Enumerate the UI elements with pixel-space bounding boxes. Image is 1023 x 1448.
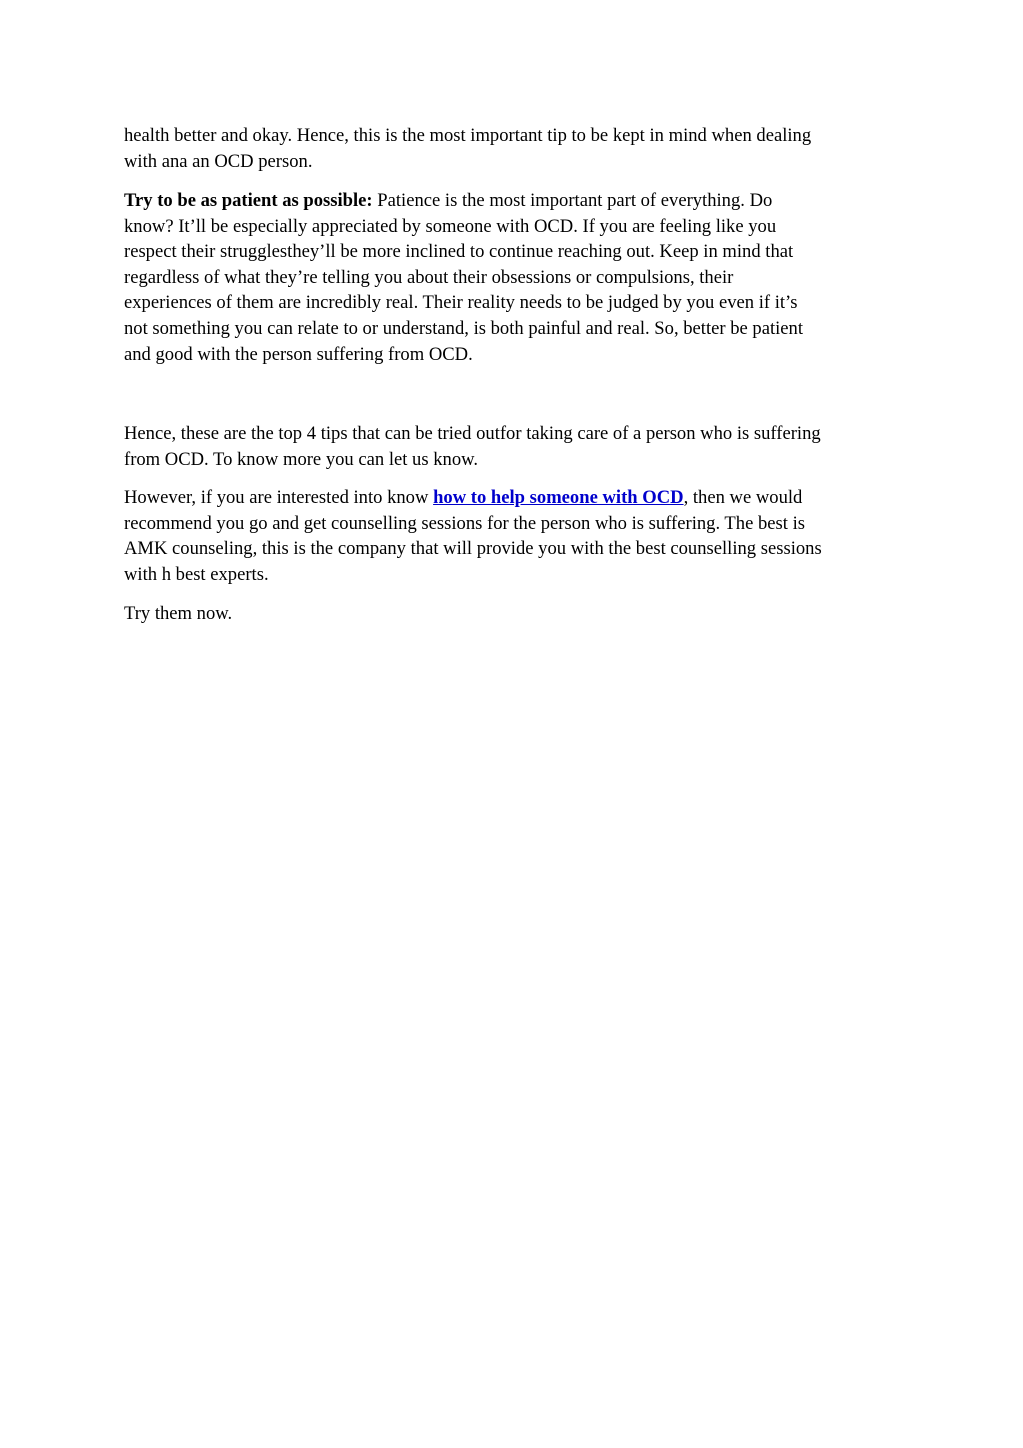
text-line: know? It’ll be especially appreciated by someone with OCD. If you are feeling like you [124,215,777,237]
text-segment: , then we would [683,487,803,508]
help-someone-with-ocd-link[interactable]: how to help someone with OCD [433,487,684,508]
text-line [124,188,904,214]
text-line: AMK counseling, this is the company that will provide you with the best counselling sessions [124,538,822,560]
text-segment: Patience is the most important part of everything. Do [372,190,773,211]
paragraph-recommendation [124,485,904,587]
text-line: health better and okay. Hence, this is the most important tip to be kept in mind when dealing [124,125,812,146]
text-line: recommend you go and get counselling sessions for the person who is suffering. The best is [124,512,805,534]
text-line: with ana an OCD person. [124,150,313,172]
text-line: with h best experts. [124,563,269,585]
paragraph-heading: Try to be as patient as possible: [124,190,373,211]
text-line: not something you can relate to or understand, is both painful and real. So, better be patient [124,317,804,339]
text-line: respect their strugglesthey’ll be more inclined to continue reaching out. Keep in mind that [124,241,794,263]
text-line: Hence, these are the top 4 tips that can be tried outfor taking care of a person who is suffering [124,423,821,444]
paragraph-intro [124,123,904,174]
text-line: regardless of what they’re telling you about their obsessions or compulsions, their [124,266,734,288]
text-line [124,485,904,511]
text-line: and good with the person suffering from OCD. [124,343,473,365]
paragraph-closing [124,601,904,627]
paragraph-patience [124,188,904,367]
text-line: experiences of them are incredibly real. Their reality needs to be judged by you even if it’s [124,292,798,314]
text-line: Try them now. [124,603,233,624]
text-segment: However, if you are interested into know [124,487,434,508]
paragraph-summary [124,421,904,472]
text-line: from OCD. To know more you can let us know. [124,448,478,470]
